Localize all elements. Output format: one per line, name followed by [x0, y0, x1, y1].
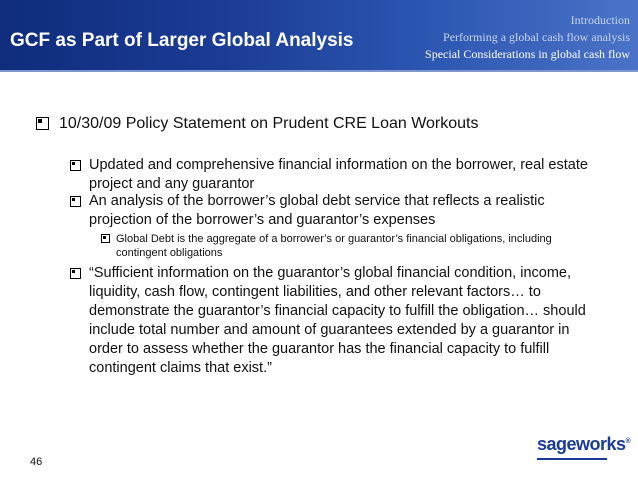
page-number: 46	[30, 456, 43, 468]
bullet-text: Global Debt is the aggregate of a borrower’s or guarantor’s financial obligations, including contingent obligations	[116, 233, 552, 259]
bullet-text: Updated and comprehensive financial information on the borrower, real estate project and any guarantor	[89, 157, 588, 192]
header-divider	[0, 70, 638, 72]
checkbox-bullet-icon	[70, 268, 81, 279]
checkbox-bullet-icon	[70, 160, 81, 171]
bullet-text: “Sufficient information on the guarantor’s global financial condition, income, liquidity, cash flow, contingent liabilities, and other relevant factors… to demonstrate the guarantor’s financial capacity to fulfill the obligation… should include total number and amount of guarantees extended by a guarantor in order to assess whether the guarantor has the financial capacity to fulfill contingent claims that exist.”	[89, 265, 586, 376]
slide-title: GCF as Part of Larger Global Analysis	[10, 30, 354, 51]
checkbox-bullet-icon	[101, 234, 110, 243]
bullet-level2-quote	[70, 264, 590, 378]
breadcrumb-item-performing: Performing a global cash flow analysis	[443, 30, 630, 44]
bullet-text: An analysis of the borrower’s global debt service that reflects a realistic projection of the borrower’s and guarantor’s expenses	[89, 193, 545, 228]
logo-text: sageworks	[537, 434, 626, 454]
checkbox-bullet-icon	[36, 117, 49, 130]
slide-header	[0, 0, 638, 72]
section-breadcrumb	[425, 12, 630, 63]
registered-mark: ®	[625, 438, 631, 445]
logo-underline	[537, 458, 607, 460]
checkbox-bullet-icon	[70, 196, 81, 207]
breadcrumb-item-introduction: Introduction	[570, 13, 630, 27]
breadcrumb-item-special-considerations: Special Considerations in global cash flow	[425, 47, 630, 61]
bullet-level3	[101, 232, 571, 260]
bullet-level2	[70, 156, 590, 194]
bullet-text: 10/30/09 Policy Statement on Prudent CRE Loan Workouts	[59, 115, 479, 132]
bullet-level1	[36, 113, 596, 135]
bullet-level2	[70, 192, 590, 230]
